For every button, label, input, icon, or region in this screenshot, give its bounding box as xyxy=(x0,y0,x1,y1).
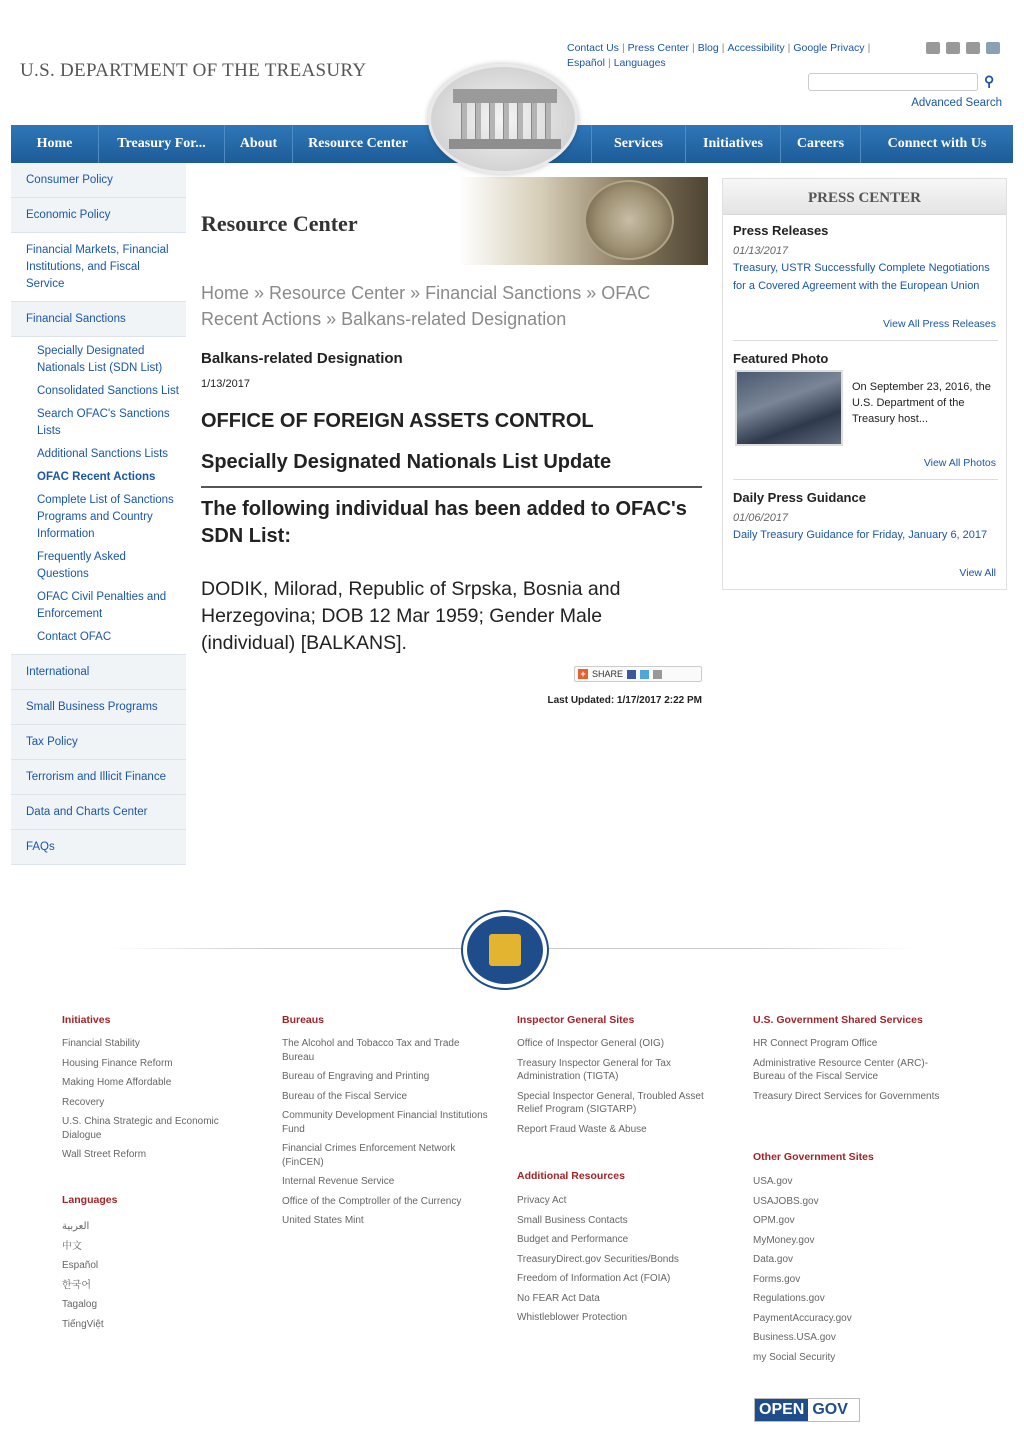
footer-link[interactable]: Freedom of Information Act (FOIA) xyxy=(517,1273,671,1284)
footer-link[interactable]: Small Business Contacts xyxy=(517,1214,628,1226)
footer-link[interactable]: Budget and Performance xyxy=(517,1234,629,1245)
footer-link[interactable]: Financial Stability xyxy=(62,1038,140,1049)
contact-us-link[interactable]: Contact Us xyxy=(567,42,619,54)
footer-additional-list xyxy=(517,1194,717,1331)
footer-link[interactable]: Privacy Act xyxy=(517,1195,567,1206)
treasury-seal-icon xyxy=(463,912,547,988)
treasury-building-emblem[interactable] xyxy=(428,64,578,174)
rss-icon[interactable] xyxy=(926,42,940,54)
accessibility-link[interactable]: Accessibility xyxy=(727,42,785,54)
divider xyxy=(733,340,998,341)
daily-guidance-link[interactable]: Daily Treasury Guidance for Friday, January 6, 2017 xyxy=(733,529,988,541)
sidebar-sub-complete-list[interactable]: Complete List of Sanctions Programs and Country Information xyxy=(37,494,174,540)
press-center-panel xyxy=(722,178,1007,590)
sidebar-sub-consolidated[interactable]: Consolidated Sanctions List xyxy=(37,385,179,397)
heading-sdn-update: Specially Designated Nationals List Update xyxy=(201,451,612,473)
featured-photo-caption[interactable]: On September 23, 2016, the U.S. Department of the Treasury host... xyxy=(852,381,991,425)
footer-link[interactable]: Forms.gov xyxy=(753,1273,801,1285)
footer-link[interactable]: OPM.gov xyxy=(753,1215,795,1226)
footer-link[interactable]: The Alcohol and Tobacco Tax and Trade Bureau xyxy=(282,1038,460,1063)
sidebar-item-terrorism[interactable]: Terrorism and Illicit Finance xyxy=(11,760,186,795)
site-title[interactable]: U.S. DEPARTMENT OF THE TREASURY xyxy=(20,60,367,81)
google-privacy-link[interactable]: Google Privacy xyxy=(793,42,865,54)
footer-link[interactable]: Bureau of Engraving and Printing xyxy=(282,1071,430,1082)
breadcrumb[interactable]: Home » Resource Center » Financial Sanctions » OFAC Recent Actions » Balkans-related Designation xyxy=(201,283,651,329)
daily-guidance-date: 01/06/2017 xyxy=(733,512,789,524)
email-icon[interactable] xyxy=(653,670,662,679)
sidebar-sub-recent-actions[interactable]: OFAC Recent Actions xyxy=(37,471,156,483)
footer-link[interactable]: USAJOBS.gov xyxy=(753,1195,819,1207)
footer-link[interactable]: Report Fraud Waste & Abuse xyxy=(517,1123,647,1135)
footer-link[interactable]: No FEAR Act Data xyxy=(517,1292,600,1304)
footer-link[interactable]: Housing Finance Reform xyxy=(62,1057,173,1069)
footer-bureaus-list xyxy=(282,1037,492,1234)
footer-link[interactable]: Español xyxy=(62,1260,99,1271)
share-button[interactable] xyxy=(574,666,702,682)
footer-ig-list xyxy=(517,1037,712,1142)
press-release-link[interactable]: Treasury, USTR Successfully Complete Negotiations for a Covered Agreement with the European Union xyxy=(733,262,990,292)
footer-link[interactable]: TreasuryDirect.gov Securities/Bonds xyxy=(517,1253,679,1265)
view-all-guidance[interactable]: View All xyxy=(959,567,996,579)
footer-languages-heading: Languages xyxy=(62,1194,118,1206)
footer-link[interactable]: Administrative Resource Center (ARC)- Bureau of the Fiscal Service xyxy=(753,1057,929,1082)
page-title: Resource Center xyxy=(201,211,358,236)
footer-link[interactable]: Whistleblower Protection xyxy=(517,1312,628,1323)
sidebar-sub-sdn-list[interactable]: Specially Designated Nationals List (SDN List) xyxy=(37,345,163,374)
divider xyxy=(733,479,998,480)
footer-link[interactable]: 中文 xyxy=(62,1240,82,1252)
sidebar-item-tax-policy[interactable]: Tax Policy xyxy=(11,725,186,760)
languages-link[interactable]: Languages xyxy=(613,57,666,69)
nav-careers[interactable]: Careers xyxy=(781,125,861,163)
advanced-search-link[interactable]: Advanced Search xyxy=(911,97,1002,109)
divider xyxy=(201,486,702,488)
sidebar-sublist xyxy=(11,337,186,655)
featured-photo[interactable] xyxy=(735,370,843,446)
facebook-icon[interactable] xyxy=(627,670,636,679)
article-date: 1/13/2017 xyxy=(201,378,250,390)
left-sidebar xyxy=(11,163,186,865)
sidebar-item-small-business[interactable]: Small Business Programs xyxy=(11,690,186,725)
sidebar-item-consumer-policy[interactable]: Consumer Policy xyxy=(11,163,186,198)
treasury-seal-image xyxy=(584,180,674,260)
footer-ig-heading: Inspector General Sites xyxy=(517,1014,635,1026)
footer-link[interactable]: Treasury Direct Services for Governments xyxy=(753,1090,940,1102)
article-title: Balkans-related Designation xyxy=(201,350,403,367)
share-label: SHARE xyxy=(592,669,624,679)
footer-link[interactable]: العربية xyxy=(62,1221,90,1232)
footer-link[interactable]: U.S. China Strategic and Economic Dialogue xyxy=(62,1116,219,1141)
sidebar-item-data-charts[interactable]: Data and Charts Center xyxy=(11,795,186,830)
twitter-icon[interactable] xyxy=(986,42,1000,54)
facebook-icon[interactable] xyxy=(966,42,980,54)
nav-connect[interactable]: Connect with Us xyxy=(887,136,987,151)
featured-photo-heading: Featured Photo xyxy=(733,351,829,366)
press-center-link[interactable]: Press Center xyxy=(627,42,689,54)
sidebar-item-financial-sanctions[interactable]: Financial Sanctions xyxy=(11,302,186,337)
sidebar-sub-faq[interactable]: Frequently Asked Questions xyxy=(37,551,126,580)
press-release-date: 01/13/2017 xyxy=(733,245,789,257)
footer-link[interactable]: Financial Crimes Enforcement Network (FinCEN) xyxy=(282,1143,456,1168)
footer-link[interactable]: United States Mint xyxy=(282,1215,364,1226)
search-button[interactable] xyxy=(984,73,1002,91)
sidebar-item-financial-markets[interactable]: Financial Markets, Financial Institutions, and Fiscal Service xyxy=(11,233,186,302)
twitter-icon[interactable] xyxy=(640,670,649,679)
plus-icon: + xyxy=(578,669,588,679)
footer-other-list xyxy=(753,1175,953,1370)
nav-initiatives[interactable]: Initiatives xyxy=(686,125,781,163)
sdn-entry: DODIK, Milorad, Republic of Srpska, Bosnia and Herzegovina; DOB 12 Mar 1959; Gender Male (individual) [BALKANS]. xyxy=(201,578,621,654)
sidebar-sub-civil-penalties[interactable]: OFAC Civil Penalties and Enforcement xyxy=(37,591,167,620)
footer-link[interactable]: Bureau of the Fiscal Service xyxy=(282,1090,408,1102)
footer-additional-heading: Additional Resources xyxy=(517,1170,625,1182)
daily-guidance-heading: Daily Press Guidance xyxy=(733,490,866,505)
footer-link[interactable]: Office of the Comptroller of the Currency xyxy=(282,1195,462,1207)
nav-resource-center[interactable]: Resource Center xyxy=(308,136,408,151)
press-releases-heading: Press Releases xyxy=(733,223,829,238)
nav-about[interactable]: About xyxy=(225,125,293,163)
footer-link[interactable]: Data.gov xyxy=(753,1254,794,1265)
nav-treasury-for[interactable]: Treasury For... xyxy=(99,125,225,163)
heading-following: The following individual has been added to OFAC's SDN List: xyxy=(201,498,687,547)
footer-link[interactable]: Making Home Affordable xyxy=(62,1077,172,1088)
footer-link[interactable]: Treasury Inspector General for Tax Administration (TIGTA) xyxy=(517,1057,671,1082)
footer-link[interactable]: PaymentAccuracy.gov xyxy=(753,1312,852,1324)
footer-link[interactable]: Special Inspector General, Troubled Asset Relief Program (SIGTARP) xyxy=(517,1090,704,1115)
footer-link[interactable]: Business.USA.gov xyxy=(753,1332,836,1343)
footer-other-heading: Other Government Sites xyxy=(753,1151,874,1163)
press-center-title: PRESS CENTER xyxy=(723,179,1006,215)
footer-link[interactable]: Office of Inspector General (OIG) xyxy=(517,1038,665,1049)
nav-services[interactable]: Services xyxy=(591,125,686,163)
nav-home[interactable]: Home xyxy=(11,125,99,163)
opengov-text-gov: GOV xyxy=(812,1401,848,1418)
search-input[interactable] xyxy=(808,73,978,91)
footer-link[interactable]: Tagalog xyxy=(62,1299,98,1310)
footer-link[interactable]: Recovery xyxy=(62,1096,105,1108)
footer-link[interactable]: 한국어 xyxy=(62,1279,91,1291)
email-icon[interactable] xyxy=(946,42,960,54)
footer-languages-list xyxy=(62,1220,212,1337)
footer-link[interactable]: Community Development Financial Institutions Fund xyxy=(282,1110,488,1135)
footer-link[interactable]: HR Connect Program Office xyxy=(753,1038,878,1049)
view-all-photos[interactable]: View All Photos xyxy=(923,457,996,469)
footer-link[interactable]: Internal Revenue Service xyxy=(282,1176,395,1187)
magnifier-icon: ⚲ xyxy=(984,73,995,89)
footer-initiatives-heading: Initiatives xyxy=(62,1014,111,1026)
sidebar-item-international[interactable]: International xyxy=(11,655,186,690)
footer-link[interactable]: MyMoney.gov xyxy=(753,1234,815,1246)
last-updated: Last Updated: 1/17/2017 2:22 PM xyxy=(547,695,702,706)
sidebar-item-faqs[interactable]: FAQs xyxy=(11,830,186,865)
footer-link[interactable]: TiếngViệt xyxy=(62,1318,104,1330)
footer-link[interactable]: Wall Street Reform xyxy=(62,1149,147,1160)
footer-bureaus-heading: Bureaus xyxy=(282,1014,325,1026)
utility-links: Contact Us | Press Center | Blog | Accessibility | Google Privacy | Español | Languages xyxy=(567,42,871,69)
footer-link[interactable]: Regulations.gov xyxy=(753,1293,825,1304)
footer-initiatives-list xyxy=(62,1037,252,1168)
blog-link[interactable]: Blog xyxy=(697,42,719,54)
footer-shared-heading: U.S. Government Shared Services xyxy=(753,1014,923,1026)
opengov-logo[interactable] xyxy=(754,1398,860,1422)
sidebar-sub-additional[interactable]: Additional Sanctions Lists xyxy=(37,448,169,460)
espanol-link[interactable]: Español xyxy=(567,57,605,69)
heading-office: OFFICE OF FOREIGN ASSETS CONTROL xyxy=(201,410,594,432)
footer-shared-list xyxy=(753,1037,958,1109)
sidebar-sub-contact-ofac[interactable]: Contact OFAC xyxy=(37,631,112,643)
opengov-text-open: OPEN xyxy=(755,1399,808,1421)
sidebar-sub-search[interactable]: Search OFAC's Sanctions Lists xyxy=(37,408,170,437)
sidebar-item-economic-policy[interactable]: Economic Policy xyxy=(11,198,186,233)
view-all-press-releases[interactable]: View All Press Releases xyxy=(882,318,996,330)
social-icons xyxy=(926,42,1000,54)
footer-link[interactable]: my Social Security xyxy=(753,1351,836,1363)
footer-link[interactable]: USA.gov xyxy=(753,1176,793,1187)
